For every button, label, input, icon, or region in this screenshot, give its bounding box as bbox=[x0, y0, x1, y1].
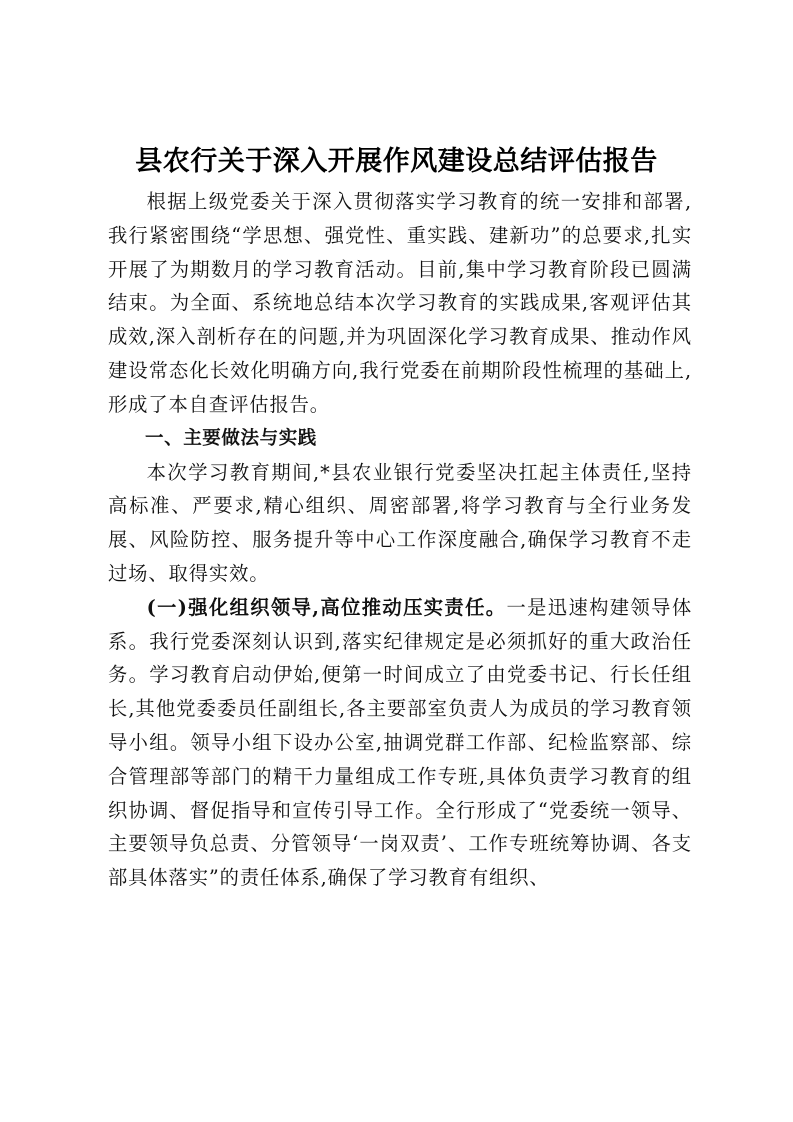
section-paragraph: 本次学习教育期间,*县农业银行党委坚决扛起主体责任,坚持高标准、严要求,精心组织、周密部署,将学习教育与全行业务发展、风险防控、服务提升等中心工作深度融合,确保学习教育不走过场、取得实效。 bbox=[108, 460, 692, 585]
intro-paragraph: 根据上级党委关于深入贯彻落实学习教育的统一安排和部署,我行紧密围绕“学思想、强党性、重实践、建新功”的总要求,扎实开展了为期数月的学习教育活动。目前,集中学习教育阶段已圆满结束。为全面、系统地总结本次学习教育的实践成果,客观评估其成效,深入剖析存在的问题,并为巩固深化学习教育成果、推动作风建设常态化长效化明确方向,我行党委在前期阶段性梳理的基础上,形成了本自查评估报告。 bbox=[108, 190, 692, 416]
subsection-body: 一是迅速构建领导体系。我行党委深刻认识到,落实纪律规定是必须抓好的重大政治任务。学习教育启动伊始,便第一时间成立了由党委书记、行长任组长,其他党委委员任副组长,各主要部室负责人为成员的学习教育领导小组。领导小组下设办公室,抽调党群工作部、纪检监察部、综合管理部等部门的精干力量组成工作专班,具体负责学习教育的组织协调、督促指导和宣传引导工作。全行形成了“党委统一领导、主要领导负总责、分管领导‘一岗双责’、工作专班统筹协调、各支部具体落实”的责任体系,确保了学习教育有组织、 bbox=[108, 595, 692, 890]
section-heading: 一、主要做法与实践 bbox=[145, 427, 317, 449]
subsection-paragraph bbox=[108, 591, 692, 895]
document-title: 县农行关于深入开展作风建设总结评估报告 bbox=[135, 146, 658, 177]
subsection-heading: (一)强化组织领导,高位推动压实责任。 bbox=[146, 595, 507, 619]
document-body bbox=[108, 185, 692, 895]
